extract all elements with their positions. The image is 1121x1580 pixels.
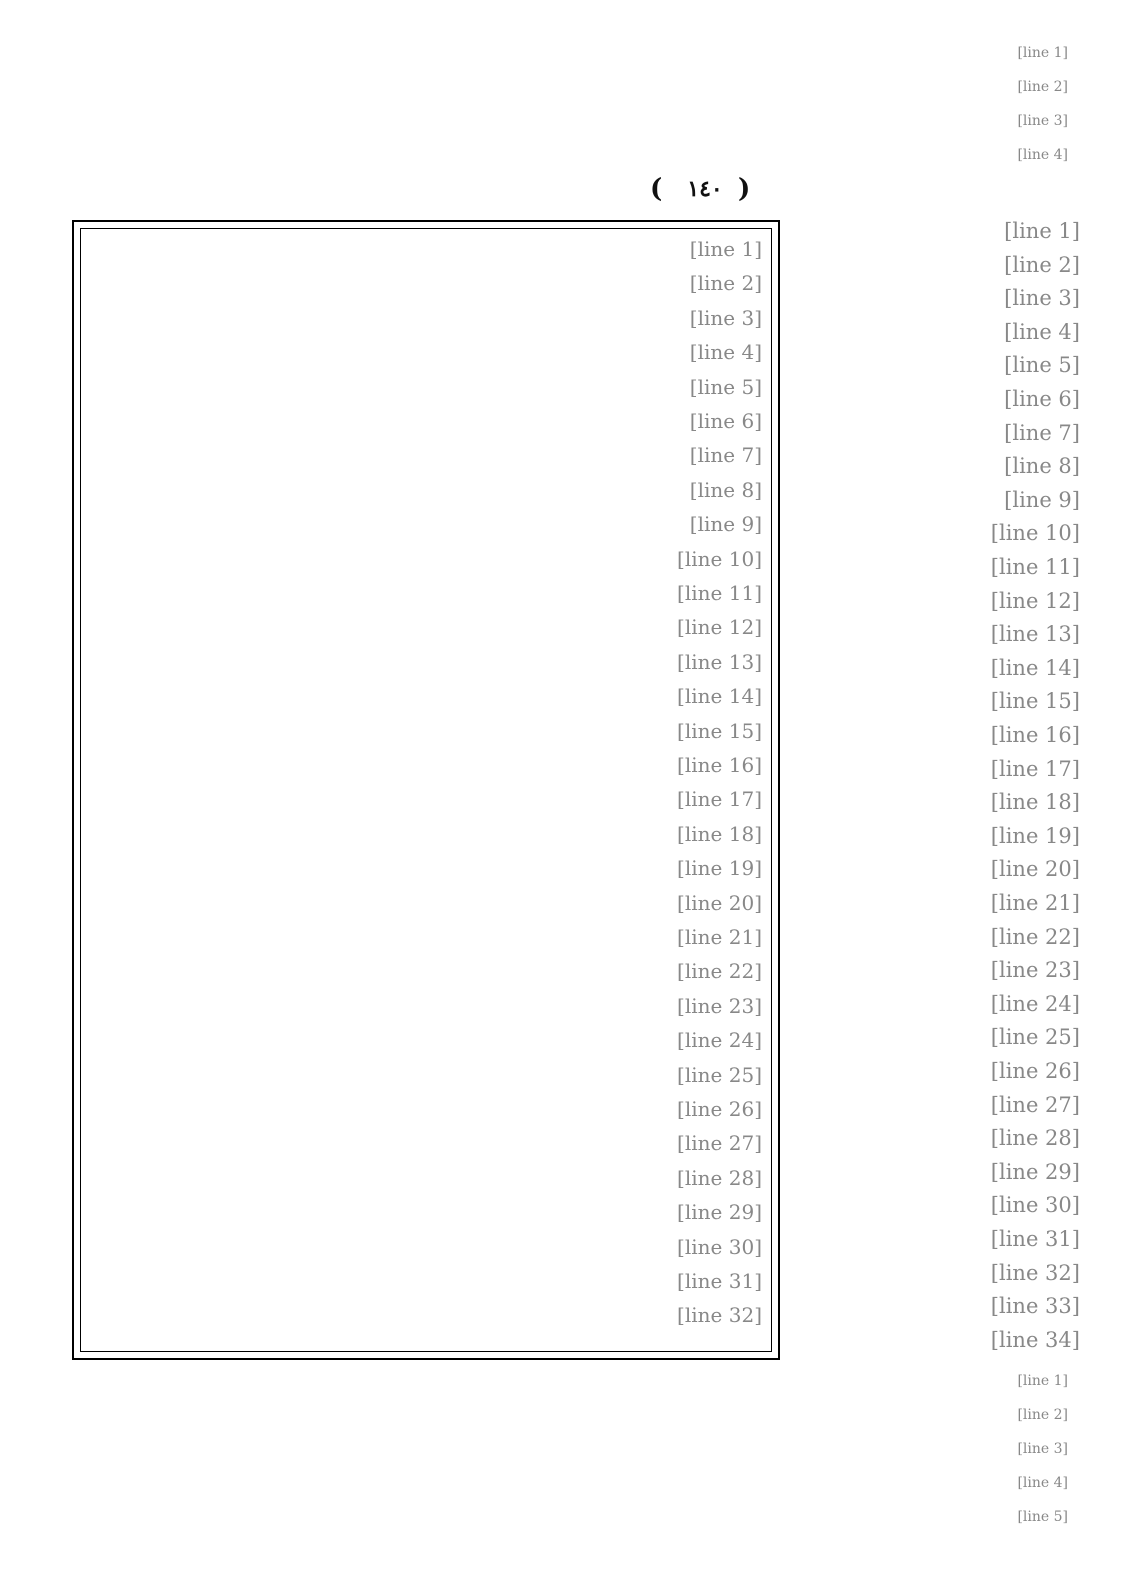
margin-line: [line 9] xyxy=(1004,487,1080,512)
margin-line: [line 11] xyxy=(990,555,1080,579)
gloss-line: [line 12] xyxy=(677,615,762,640)
gloss-line: [line 19] xyxy=(677,856,762,881)
gloss-line: [line 13] xyxy=(677,649,762,674)
margin-line: [line 3] xyxy=(1004,286,1080,311)
margin-line: [line 34] xyxy=(990,1327,1080,1352)
gloss-line: [line 4] xyxy=(689,340,762,365)
margin-line: [line 29] xyxy=(990,1159,1080,1184)
gloss-line: [line 28] xyxy=(677,1165,762,1190)
footer-line: [line 5] xyxy=(1017,1509,1068,1525)
margin-line: [line 33] xyxy=(990,1294,1080,1319)
gloss-line: [line 24] xyxy=(677,1028,762,1053)
gloss-line: [line 31] xyxy=(677,1269,762,1293)
margin-line: [line 15] xyxy=(990,689,1080,714)
margin-text-column xyxy=(790,214,1080,1364)
gloss-line: [line 30] xyxy=(677,1234,762,1259)
margin-line: [line 1] xyxy=(1004,219,1080,243)
margin-line: [line 8] xyxy=(1004,454,1080,479)
gloss-line: [line 17] xyxy=(677,787,762,812)
gloss-line: [line 1] xyxy=(689,237,762,261)
margin-line: [line 25] xyxy=(990,1025,1080,1050)
page-number-bracket-left: ( xyxy=(650,174,663,204)
margin-line: [line 24] xyxy=(990,991,1080,1016)
gloss-line: [line 22] xyxy=(677,959,762,984)
gloss-line: [line 21] xyxy=(677,925,762,949)
margin-line: [line 23] xyxy=(990,958,1080,983)
gloss-line: [line 27] xyxy=(677,1131,762,1156)
margin-line: [line 5] xyxy=(1004,353,1080,378)
margin-line: [line 30] xyxy=(990,1193,1080,1218)
margin-line: [line 20] xyxy=(990,857,1080,882)
gloss-line: [line 14] xyxy=(677,684,762,709)
gloss-line: [line 23] xyxy=(677,993,762,1018)
gloss-line: [line 11] xyxy=(677,581,762,605)
gloss-line: [line 8] xyxy=(689,477,762,502)
header-line: [line 1] xyxy=(1017,45,1068,61)
gloss-line: [line 32] xyxy=(677,1303,762,1328)
margin-line: [line 6] xyxy=(1004,387,1080,411)
footer-line: [line 3] xyxy=(1017,1441,1068,1457)
footer-line: [line 1] xyxy=(1017,1373,1068,1389)
gloss-line: [line 6] xyxy=(689,409,762,433)
margin-line: [line 19] xyxy=(990,823,1080,848)
gloss-line: [line 29] xyxy=(677,1200,762,1225)
page-number: ١٤٠ xyxy=(687,176,723,202)
margin-line: [line 31] xyxy=(990,1227,1080,1251)
footer-line: [line 4] xyxy=(1017,1475,1068,1491)
gloss-line: [line 9] xyxy=(689,512,762,537)
gloss-line: [line 3] xyxy=(689,305,762,330)
gloss-line: [line 20] xyxy=(677,890,762,915)
margin-line: [line 26] xyxy=(990,1059,1080,1083)
gloss-line: [line 25] xyxy=(677,1062,762,1087)
margin-line: [line 14] xyxy=(990,655,1080,680)
margin-line: [line 4] xyxy=(1004,319,1080,344)
margin-line: [line 13] xyxy=(990,622,1080,647)
gloss-line: [line 15] xyxy=(677,718,762,743)
header-line: [line 2] xyxy=(1017,79,1068,95)
margin-line: [line 10] xyxy=(990,521,1080,546)
gloss-line: [line 5] xyxy=(689,374,762,399)
margin-line: [line 16] xyxy=(990,723,1080,747)
margin-line: [line 18] xyxy=(990,790,1080,815)
gloss-line: [line 26] xyxy=(677,1097,762,1121)
margin-line: [line 21] xyxy=(990,891,1080,915)
margin-line: [line 2] xyxy=(1004,252,1080,277)
margin-line: [line 27] xyxy=(990,1092,1080,1117)
margin-line: [line 17] xyxy=(990,756,1080,781)
gloss-line: [line 2] xyxy=(689,271,762,296)
margin-line: [line 32] xyxy=(990,1260,1080,1285)
margin-line: [line 22] xyxy=(990,924,1080,949)
margin-line: [line 12] xyxy=(990,588,1080,613)
margin-line: [line 28] xyxy=(990,1126,1080,1151)
gloss-line: [line 18] xyxy=(677,821,762,846)
margin-line: [line 7] xyxy=(1004,420,1080,445)
gloss-line: [line 10] xyxy=(677,546,762,571)
header-line: [line 3] xyxy=(1017,113,1068,129)
footer-line: [line 2] xyxy=(1017,1407,1068,1423)
framed-gloss-text xyxy=(90,232,762,1342)
gloss-line: [line 7] xyxy=(689,443,762,468)
header-line: [line 4] xyxy=(1017,147,1068,163)
gloss-line: [line 16] xyxy=(677,753,762,777)
page-number-bracket-right: ) xyxy=(738,174,751,204)
